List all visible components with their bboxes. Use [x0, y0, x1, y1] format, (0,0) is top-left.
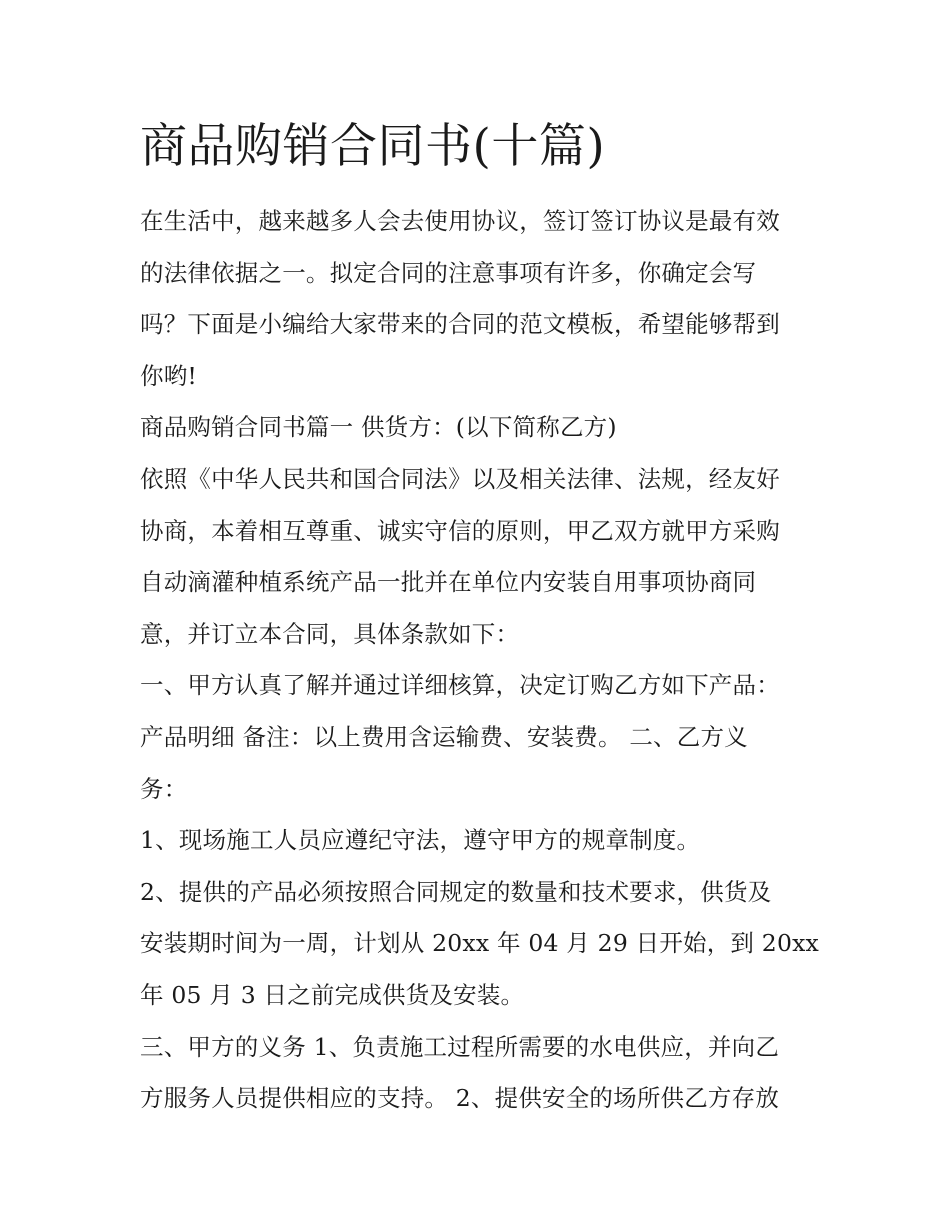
- text-line: 意，并订立本合同，具体条款如下：: [140, 619, 520, 648]
- text-line: 的法律依据之一。拟定合同的注意事项有许多，你确定会写: [140, 258, 757, 287]
- text-line: 安装期时间为一周，计划从 20xx 年 04 月 29 日开始，到 20xx: [140, 929, 820, 958]
- document-title: 商品购销合同书(十篇): [140, 119, 606, 174]
- text-line: 方服务人员提供相应的支持。 2、提供安全的场所供乙方存放: [140, 1084, 780, 1113]
- text-line: 2、提供的产品必须按照合同规定的数量和技术要求，供货及: [140, 877, 772, 906]
- text-line: 协商，本着相互尊重、诚实守信的原则，甲乙双方就甲方采购: [140, 516, 780, 545]
- text-line: 你哟!: [140, 361, 198, 390]
- text-line: 务：: [140, 774, 188, 803]
- text-line: 1、现场施工人员应遵纪守法，遵守甲方的规章制度。: [140, 826, 701, 855]
- text-line: 依照《中华人民共和国合同法》以及相关法律、法规，经友好: [140, 464, 780, 493]
- text-line: 年 05 月 3 日之前完成供货及安装。: [140, 980, 525, 1009]
- text-line: 三、甲方的义务 1、负责施工过程所需要的水电供应，并向乙: [140, 1032, 780, 1061]
- text-line: 自动滴灌种植系统产品一批并在单位内安装自用事项协商同: [140, 568, 757, 597]
- text-line: 在生活中，越来越多人会去使用协议，签订签订协议是最有效: [140, 207, 780, 235]
- text-line: 产品明细 备注：以上费用含运输费、安装费。 二、乙方义: [140, 722, 748, 751]
- text-line: 商品购销合同书篇一 供货方：(以下简称乙方): [140, 413, 617, 442]
- text-line: 一、甲方认真了解并通过详细核算，决定订购乙方如下产品：: [140, 671, 780, 700]
- text-line: 吗？下面是小编给大家带来的合同的范文模板，希望能够帮到: [140, 310, 780, 339]
- document-body: [140, 196, 820, 1125]
